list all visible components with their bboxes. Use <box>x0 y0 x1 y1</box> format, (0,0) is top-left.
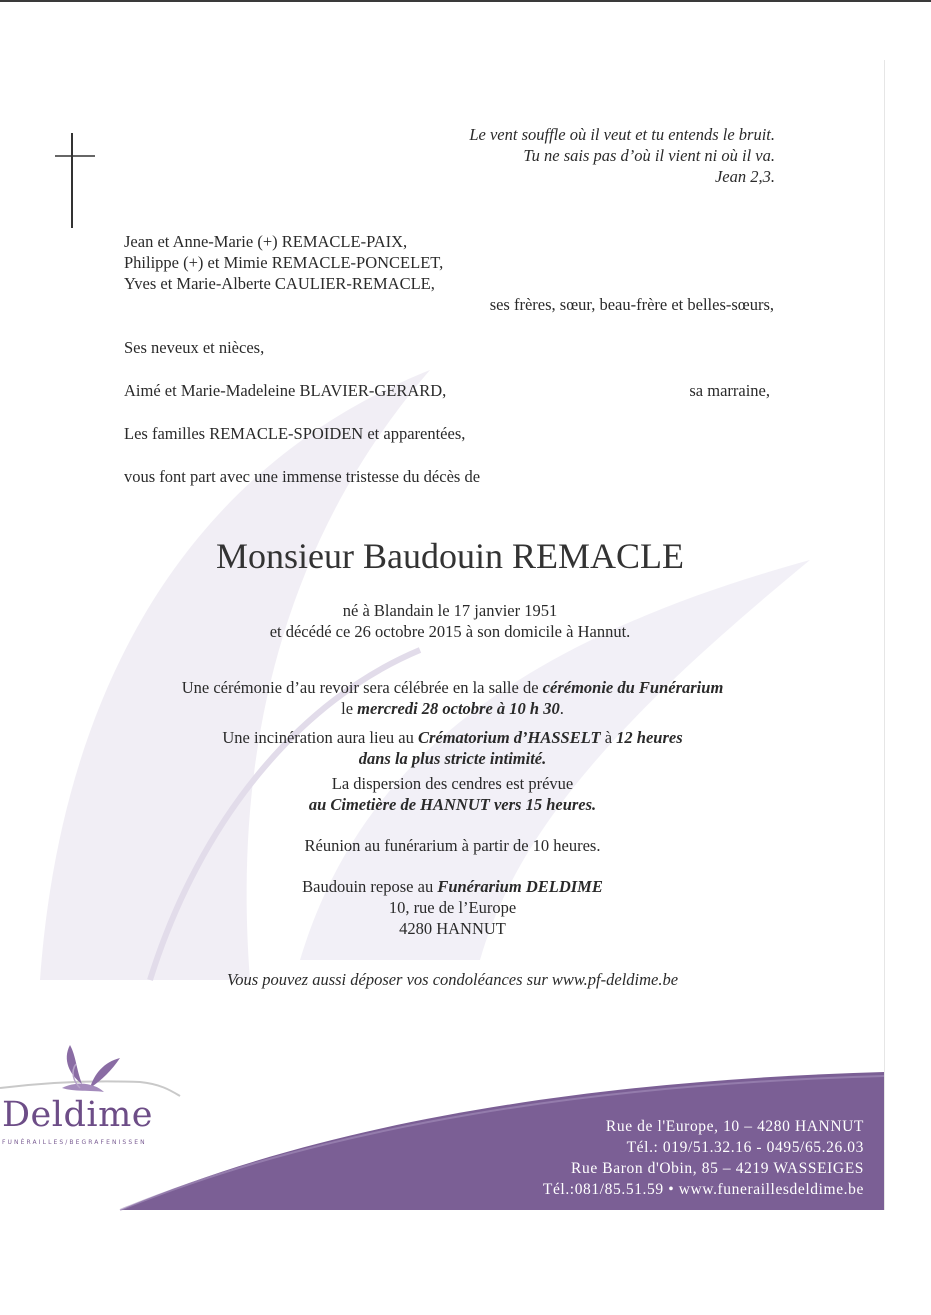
godmother-name: Aimé et Marie-Madeleine BLAVIER-GERARD, <box>124 381 447 400</box>
announcement-line: vous font part avec une immense tristesse du décès de <box>124 467 481 486</box>
death-line: et décédé ce 26 octobre 2015 à son domicile à Hannut. <box>269 622 631 641</box>
contact-line: Tél.: 019/51.32.16 - 0495/65.26.03 <box>626 1139 864 1156</box>
nephews-line: Ses neveux et nièces, <box>124 338 265 357</box>
funeral-home-name: Funérarium DELDIME <box>437 877 603 896</box>
cremation-text: Une incinération aura lieu au <box>222 728 418 747</box>
cremation-line <box>100 727 805 748</box>
address-street: 10, rue de l’Europe <box>388 898 517 917</box>
cremation-text: à <box>600 728 617 747</box>
ceremony-block <box>100 677 805 990</box>
rest-text: Baudouin repose au <box>302 877 438 896</box>
godmother-role: sa marraine, <box>689 381 770 400</box>
logo-subtitle: FUNÉRAILLES/BEGRAFENISSEN <box>2 1139 147 1146</box>
footer-contact <box>470 1116 864 1200</box>
condolences-line: Vous pouvez aussi déposer vos condoléances sur www.pf-deldime.be <box>226 970 679 989</box>
ceremony-line-1 <box>100 677 805 698</box>
ceremony-venue: cérémonie du Funérarium <box>542 678 724 697</box>
verse-line-1: Le vent souffle où il veut et tu entends le bruit. <box>469 125 775 144</box>
bible-verse <box>420 124 775 187</box>
godmother-row <box>124 380 774 401</box>
birth-death-block <box>150 600 750 642</box>
rest-line <box>100 876 805 897</box>
ceremony-text: le <box>341 699 358 718</box>
family-list <box>124 231 774 487</box>
cremation-privacy: dans la plus stricte intimité. <box>358 749 547 768</box>
cremation-time: 12 heures <box>616 728 683 747</box>
reunion-line: Réunion au funérarium à partir de 10 heures. <box>304 836 601 855</box>
contact-line: Tél.:081/85.51.59 • www.funeraillesdeldime.be <box>542 1181 864 1198</box>
siblings-role: ses frères, sœur, beau-frère et belles-sœurs, <box>489 295 774 314</box>
ceremony-text: Une cérémonie d’au revoir sera célébrée en la salle de <box>181 678 543 697</box>
contact-line: Rue de l'Europe, 10 – 4280 HANNUT <box>605 1118 864 1135</box>
ceremony-line-2 <box>100 698 805 719</box>
dispersion-line: La dispersion des cendres est prévue <box>331 774 574 793</box>
ceremony-date: mercredi 28 octobre à 10 h 30 <box>357 699 560 718</box>
cross-icon <box>55 133 95 228</box>
logo-wordmark: Deldime <box>2 1095 153 1135</box>
contact-line: Rue Baron d'Obin, 85 – 4219 WASSEIGES <box>571 1160 864 1177</box>
birth-line: né à Blandain le 17 janvier 1951 <box>342 601 558 620</box>
families-line: Les familles REMACLE-SPOIDEN et apparentées, <box>124 424 466 443</box>
verse-line-2: Tu ne sais pas d’où il vient ni où il va. <box>523 146 775 165</box>
verse-reference: Jean 2,3. <box>714 167 775 186</box>
crematorium-name: Crématorium d’HASSELT <box>417 728 601 747</box>
deceased-name: Monsieur Baudouin REMACLE <box>216 536 684 576</box>
sibling-line: Jean et Anne-Marie (+) REMACLE-PAIX, <box>124 232 408 251</box>
sibling-line: Yves et Marie-Alberte CAULIER-REMACLE, <box>124 274 435 293</box>
dispersion-place: au Cimetière de HANNUT vers 15 heures. <box>308 795 597 814</box>
ceremony-text: . <box>559 699 564 718</box>
address-city: 4280 HANNUT <box>399 919 506 938</box>
sibling-line: Philippe (+) et Mimie REMACLE-PONCELET, <box>124 253 444 272</box>
